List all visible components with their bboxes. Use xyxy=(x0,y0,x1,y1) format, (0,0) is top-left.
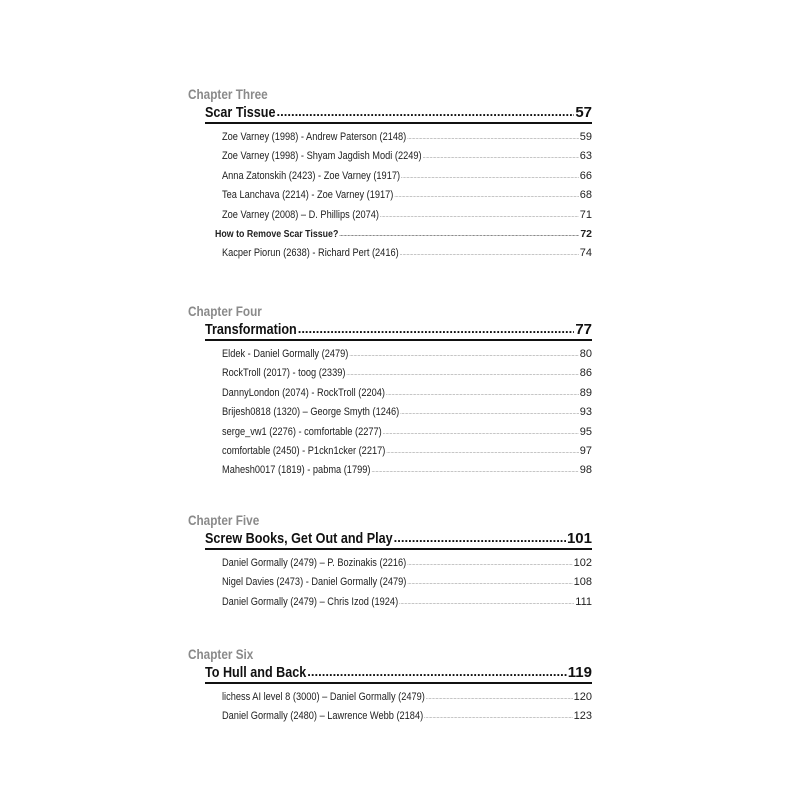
dot-leader xyxy=(400,245,579,264)
toc-entry[interactable] xyxy=(222,186,592,205)
entry-title: lichess AI level 8 (3000) – Daniel Gormally (2479) xyxy=(222,691,425,703)
entry-page-number: 120 xyxy=(573,691,592,703)
entry-page-number: 95 xyxy=(579,425,592,438)
entry-title: comfortable (2450) - P1ckn1cker (2217) xyxy=(222,444,386,457)
dot-leader xyxy=(380,207,579,226)
toc-entry[interactable] xyxy=(222,593,592,612)
dot-leader xyxy=(401,168,579,187)
entry-page-number: 108 xyxy=(573,576,592,589)
chapter-page-number: 57 xyxy=(575,104,592,121)
toc-entry[interactable] xyxy=(222,128,592,147)
entry-title: Brijesh0818 (1320) – George Smyth (1246) xyxy=(222,406,400,419)
chapter-title: Scar Tissue xyxy=(205,104,276,121)
dot-leader xyxy=(383,424,579,443)
chapter-section xyxy=(188,512,592,612)
dot-leader xyxy=(407,574,572,593)
entry-title: Daniel Gormally (2479) – P. Bozinakis (2216) xyxy=(222,557,407,569)
entry-page-number: 93 xyxy=(579,406,592,419)
chapter-section xyxy=(188,86,592,264)
chapter-title-row[interactable] xyxy=(205,320,592,341)
toc-entry[interactable] xyxy=(222,244,592,263)
entry-page-number: 63 xyxy=(579,150,592,163)
entry-title: Daniel Gormally (2480) – Lawrence Webb (2184) xyxy=(222,710,424,723)
dot-leader xyxy=(407,555,572,574)
dot-leader xyxy=(400,404,579,423)
dot-leader xyxy=(424,708,572,727)
toc-entry[interactable] xyxy=(222,167,592,186)
entry-title: Eldek - Daniel Gormally (2479) xyxy=(222,348,349,360)
toc-entry[interactable] xyxy=(222,384,592,403)
dot-leader xyxy=(386,385,579,404)
chapter-label: Chapter Three xyxy=(188,86,268,102)
dot-leader xyxy=(394,528,566,547)
entry-title: Nigel Davies (2473) - Daniel Gormally (2479) xyxy=(222,576,407,589)
entry-title: How to Remove Scar Tissue? xyxy=(215,227,339,240)
dot-leader xyxy=(399,594,574,613)
entry-page-number: 59 xyxy=(579,131,592,143)
entry-title: DannyLondon (2074) - RockTroll (2204) xyxy=(222,386,385,399)
entry-page-number: 111 xyxy=(575,595,592,608)
entry-title: Daniel Gormally (2479) – Chris Izod (1924) xyxy=(222,595,399,608)
entry-title: Kacper Piorun (2638) - Richard Pert (2416) xyxy=(222,247,399,260)
entry-page-number: 66 xyxy=(579,169,592,182)
entry-page-number: 86 xyxy=(579,367,592,380)
entry-title: RockTroll (2017) - toog (2339) xyxy=(222,367,346,380)
dot-leader xyxy=(423,148,579,167)
entry-page-number: 102 xyxy=(573,557,592,569)
toc-entry[interactable] xyxy=(222,461,592,480)
entry-page-number: 98 xyxy=(579,464,592,477)
chapter-label: Chapter Six xyxy=(188,646,254,662)
entry-title: Zoe Varney (1998) - Andrew Paterson (2148) xyxy=(222,131,407,143)
dot-leader xyxy=(426,689,573,708)
toc-entry[interactable] xyxy=(222,573,592,592)
chapter-title: To Hull and Back xyxy=(205,664,307,681)
toc-entry[interactable] xyxy=(222,707,592,726)
chapter-title: Screw Books, Get Out and Play xyxy=(205,530,393,547)
toc-entry[interactable] xyxy=(222,345,592,364)
entry-title: Mahesh0017 (1819) - pabma (1799) xyxy=(222,464,371,477)
toc-entry[interactable] xyxy=(222,442,592,461)
chapter-section xyxy=(188,303,592,481)
entry-page-number: 80 xyxy=(579,348,592,360)
toc-entry[interactable] xyxy=(222,364,592,383)
toc-entry[interactable] xyxy=(222,147,592,166)
toc-entry[interactable] xyxy=(222,688,592,707)
chapter-title-row[interactable] xyxy=(205,663,592,684)
dot-leader xyxy=(394,187,578,206)
entry-page-number: 74 xyxy=(579,247,592,260)
dot-leader xyxy=(298,319,575,338)
dot-leader xyxy=(307,662,567,681)
entry-page-number: 71 xyxy=(579,208,592,221)
entry-page-number: 72 xyxy=(580,227,592,240)
chapter-section xyxy=(188,646,592,727)
toc-subsection[interactable] xyxy=(215,225,592,244)
chapter-title: Transformation xyxy=(205,321,297,338)
dot-leader xyxy=(386,443,578,462)
dot-leader xyxy=(339,226,579,245)
dot-leader xyxy=(407,129,579,148)
entry-title: Anna Zatonskih (2423) - Zoe Varney (1917) xyxy=(222,169,401,182)
dot-leader xyxy=(346,365,578,384)
entry-page-number: 123 xyxy=(573,710,592,723)
dot-leader xyxy=(349,346,578,365)
chapter-page-number: 101 xyxy=(566,530,592,547)
chapter-page-number: 77 xyxy=(575,321,592,338)
chapter-title-row[interactable] xyxy=(205,103,592,124)
chapter-label: Chapter Five xyxy=(188,512,260,528)
chapter-label: Chapter Four xyxy=(188,303,262,319)
chapter-page-number: 119 xyxy=(567,664,592,681)
entry-title: Tea Lanchava (2214) - Zoe Varney (1917) xyxy=(222,189,394,202)
toc-entry[interactable] xyxy=(222,423,592,442)
entry-page-number: 97 xyxy=(579,444,592,457)
toc-entry[interactable] xyxy=(222,206,592,225)
entry-page-number: 68 xyxy=(579,189,592,202)
entry-page-number: 89 xyxy=(579,386,592,399)
toc-entry[interactable] xyxy=(222,403,592,422)
entry-title: Zoe Varney (2008) – D. Phillips (2074) xyxy=(222,208,379,221)
toc-entry[interactable] xyxy=(222,554,592,573)
dot-leader xyxy=(277,102,575,121)
chapter-title-row[interactable] xyxy=(205,529,592,550)
entry-title: serge_vw1 (2276) - comfortable (2277) xyxy=(222,425,382,438)
dot-leader xyxy=(371,462,578,481)
entry-title: Zoe Varney (1998) - Shyam Jagdish Modi (2249) xyxy=(222,150,422,163)
